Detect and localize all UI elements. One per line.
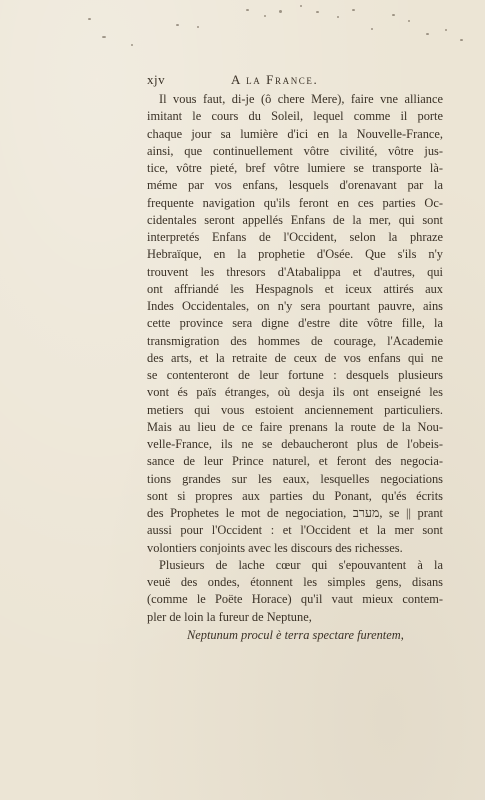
ink-speckle <box>131 44 133 46</box>
text-line: cette province sera digne d'estre dite vôtre fille, la <box>147 316 443 331</box>
text-line: interpretés Enfans de l'Occident, selon la phraze <box>147 230 443 244</box>
ink-speckle <box>88 18 91 20</box>
ink-speckle <box>337 16 339 18</box>
text-line: veuë des ondes, étonnent les simples gens, disans <box>147 575 443 589</box>
text-line: pler de loin la fureur de Neptune, <box>147 609 312 624</box>
ink-speckle <box>102 36 106 38</box>
text-line: ainsi, que continuellement vôtre civilité, vôtre jus- <box>147 143 443 158</box>
running-header <box>147 72 467 88</box>
text-line: se contenteront de leur fortune : desquels plusieurs <box>147 368 443 382</box>
text-line: chaque jour sa lumière d'ici en la Nouvelle-France, <box>147 126 443 141</box>
paragraph-1 <box>147 91 443 557</box>
ink-speckle <box>246 9 249 11</box>
body-text <box>147 91 443 644</box>
page-number: xjv <box>147 72 166 87</box>
ink-speckle <box>371 28 373 30</box>
ink-speckle <box>300 5 302 7</box>
text-line: vont és païs étranges, où desja ils ont enseigné les <box>147 385 443 400</box>
latin-quotation: Neptunum procul è terra spectare furentem, <box>187 627 404 642</box>
ink-speckle <box>460 39 463 41</box>
text-line: sont si propres aux parties du Ponant, qu'és écrits <box>147 488 443 503</box>
text-line: cidentales seront appellés Enfans de la mer, qui sont <box>147 212 443 227</box>
ink-speckle <box>279 10 282 13</box>
text-line: aussi pour l'Occident : et l'Occident et la mer sont <box>147 523 443 538</box>
ink-speckle <box>392 14 395 16</box>
text-line: volontiers conjoints avec les discours des richesses. <box>147 540 403 555</box>
text-line: Plusieurs de lache cœur qui s'epouvantent à la <box>159 557 443 572</box>
running-title: A la France. <box>231 72 319 87</box>
text-line: Hebraïque, en la prophetie d'Osée. Que s'ils n'y <box>147 247 443 262</box>
text-line: des arts, et la retraite de ceux de vos enfans qui ne <box>147 350 443 365</box>
ink-speckle <box>176 24 179 26</box>
ink-speckle <box>264 15 266 17</box>
text-line: frequente navigation qu'ils feront en ces parties Oc- <box>147 195 443 210</box>
ink-speckle <box>445 29 447 31</box>
ink-speckle <box>426 33 429 35</box>
ink-speckle <box>408 20 410 22</box>
text-line: sance de leur Prince naturel, et feront des negocia- <box>147 454 443 469</box>
ink-speckle <box>352 9 355 11</box>
paragraph-2 <box>147 557 443 626</box>
text-line: Il vous faut, di-je (ô chere Mere), faire vne alliance <box>159 92 443 106</box>
text-line: (comme le Poëte Horace) qu'il vaut mieux contem- <box>147 592 443 607</box>
ink-speckle <box>197 26 199 28</box>
text-line: Mais au lieu de ce faire prenans la route de la Nou- <box>147 419 443 434</box>
ink-speckle <box>316 11 319 13</box>
text-line: imitant le cours du Soleil, lequel comme il porte <box>147 109 443 124</box>
text-line: tice, vôtre pieté, bref vôtre lumiere se transporte là- <box>147 161 443 175</box>
text-line: Indes Occidentales, on n'y sera pourtant pauvre, ains <box>147 299 443 313</box>
text-line: transmigration des hommes de courage, l'Academie <box>147 333 443 348</box>
text-line: méme par vos enfans, lesquels d'orenavant par la <box>147 178 443 193</box>
text-line: ont affriandé les Hespagnols et iceux attirés aux <box>147 281 443 296</box>
text-line: metiers qui vous estoient anciennement particuliers. <box>147 402 443 417</box>
text-line: velle-France, ils ne se debaucheront plus de l'obeis- <box>147 437 443 451</box>
text-line: tions grandes sur les eaux, lesquelles negociations <box>147 471 443 486</box>
text-line: trouvent les thresors d'Atabalippa et d'autres, qui <box>147 264 443 279</box>
text-line: des Prophetes le mot de negociation, מערב, se || prant <box>147 506 443 520</box>
